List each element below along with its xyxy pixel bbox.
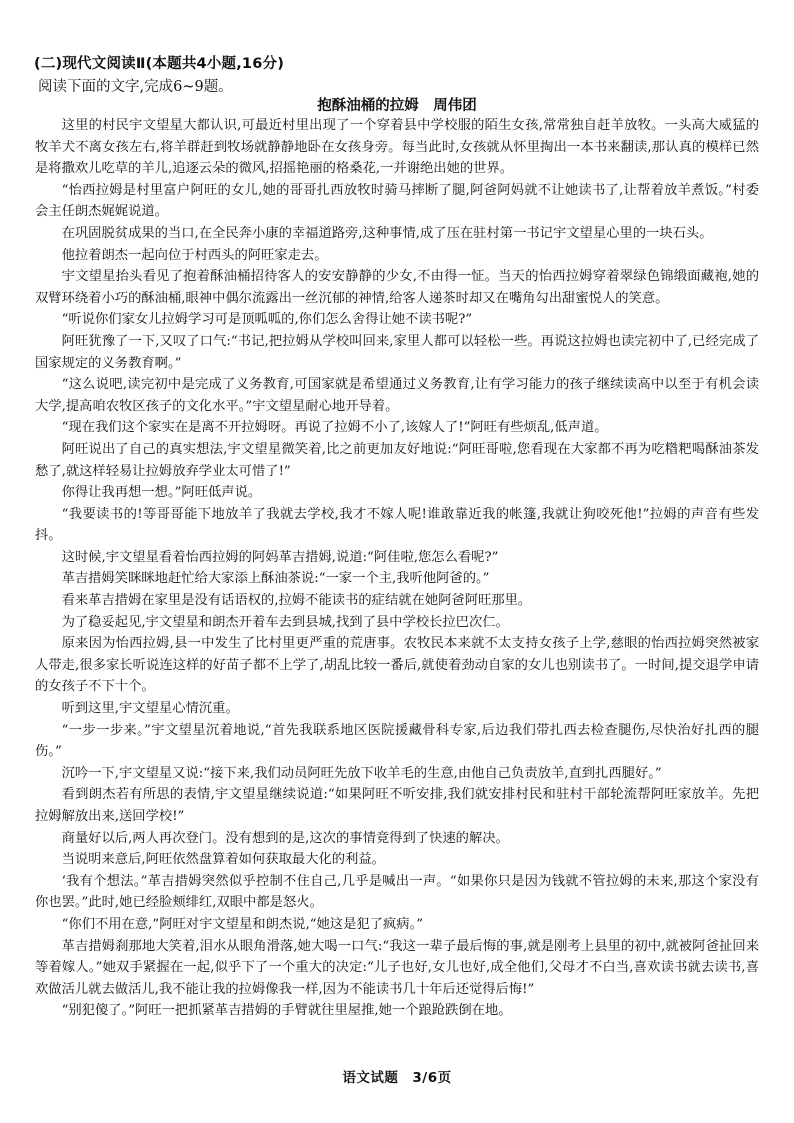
paragraph: 革吉措姆笑眯眯地赶忙给大家添上酥油茶说:“一家一个主,我听他阿爸的。” — [61, 571, 490, 587]
paragraph: 他拉着朗杰一起向位于村西头的阿旺家走去。 — [61, 247, 328, 263]
paragraph: “一步一步来。”宇文望星沉着地说,“首先我联系地区医院援藏骨科专家,后边我们带扎西去检查腿伤,尽快治好扎西的腿伤。” — [35, 722, 759, 760]
paragraph: 沉吟一下,宇文望星又说:“接下来,我们动员阿旺先放下收羊毛的生意,由他自己负责放羊,直到扎西腿好。” — [61, 765, 662, 781]
paragraph: “怡西拉姆是村里富户阿旺的女儿,她的哥哥扎西放牧时骑马摔断了腿,阿爸阿妈就不让她读书了,让帮着放羊煮饭。”村委会主任朗杰娓娓说道。 — [35, 182, 759, 220]
paragraph: 这时候,宇文望星看着怡西拉姆的阿妈革吉措姆,说道:“阿佳啦,您怎么看呢?” — [61, 549, 499, 565]
paragraph: 阿旺说出了自己的真实想法,宇文望星微笑着,比之前更加友好地说:“阿旺哥啦,您看现在大家都不再为吃糌粑喝酥油茶发愁了,就这样轻易让拉姆放弃学业太可惜了!” — [35, 441, 759, 479]
paragraph: 商量好以后,两人再次登门。没有想到的是,这次的事情竟得到了快速的解决。 — [61, 830, 509, 846]
paragraph: 原来因为怡西拉姆,县一中发生了比村里更严重的荒唐事。农牧民本来就不太支持女孩子上学,慈眼的怡西拉姆突然被家人带走,很多家长听说连这样的好苗子都不上学了,胡乱比较一番后,就使着劲动自家的女儿也别读书了。一时间,提交退学申请的女孩子不下十个。 — [35, 636, 759, 695]
paragraph: “你们不用在意,”阿旺对宇文望星和朗杰说,“她这是犯了疯病。” — [61, 916, 424, 932]
paragraph: 你得让我再想一想。”阿旺低声说。 — [61, 485, 262, 501]
paragraph: 听到这里,宇文望星心情沉重。 — [61, 701, 239, 717]
paragraph: “现在我们这个家实在是离不开拉姆呀。再说了拉姆不小了,该嫁人了!”阿旺有些烦乱,低声道。 — [61, 420, 608, 436]
paragraph: 这里的村民宇文望星大都认识,可最近村里出现了一个穿着县中学校服的陌生女孩,常常独自赶羊放牧。一头高大威猛的牧羊犬不离女孩左右,将羊群赶到牧场就静静地卧在女孩身旁。每当此时,女孩就从怀里掏出一本书来翻读,那认真的模样已然是将撒欢儿吃草的羊儿,追逐云朵的微风,招摇艳丽的格桑花,一并谢绝出她的世界。 — [35, 118, 759, 177]
paragraph: “别犯傻了。”阿旺一把抓紧革吉措姆的手臂就往里屋推,她一个踉跄跌倒在地。 — [61, 1003, 512, 1019]
paragraph: 阿旺犹豫了一下,又叹了口气:“书记,把拉姆从学校叫回来,家里人都可以轻松一些。再说这拉姆也读完初中了,已经完成了国家规定的义务教育啊。” — [35, 333, 759, 371]
paragraph: “听说你们家女儿拉姆学习可是顶呱呱的,你们怎么舍得让她不读书呢?” — [61, 312, 473, 328]
paragraph: 看到朗杰若有所思的表情,宇文望星继续说道:“如果阿旺不听安排,我们就安排村民和驻村干部轮流帮阿旺家放羊。先把拉姆解放出来,送回学校!” — [35, 787, 759, 824]
article-title: 抱酥油桶的拉姆 周伟团 — [317, 98, 477, 114]
paragraph: 革吉措姆刹那地大笑着,泪水从眼角滑落,她大喝一口气:“我这一辈子最后悔的事,就是刚考上县里的初中,就被阿爸扯回来等着嫁人。”她双手紧握在一起,似乎下了一个重大的决定:“儿子也好,女儿也好,成全他们,父母才不白当,喜欢读书就去读书,喜欢做活儿就去做活儿,我不能让我的拉姆像我一样,因为不能读书几十年后还觉得后悔!” — [35, 938, 759, 997]
paragraph: 宇文望星抬头看见了抱着酥油桶招待客人的安安静静的少女,不由得一怔。当天的怡西拉姆穿着翠绿色锦缎面藏袍,她的双臂环绕着小巧的酥油桶,眼神中偶尔流露出一丝沉郁的神情,给客人递茶时却又在嘴角勾出甜蜜悦人的笑意。 — [35, 269, 759, 306]
article-body — [35, 115, 759, 1022]
section-heading: (二)现代文阅读Ⅱ(本题共4小题,16分) — [34, 56, 285, 72]
paragraph: ‘我有个想法。”革吉措姆突然似乎控制不住自己,几乎是喊出一声。“如果你只是因为钱就不管拉姆的未来,那这个家没有你也罢。”此时,她已经脸颊绯红,双眼中都是怒火。 — [35, 873, 759, 911]
paragraph: 看来革吉措姆在家里是没有话语权的,拉姆不能读书的症结就在她阿爸阿旺那里。 — [61, 593, 532, 609]
paragraph: “我要读书的!等哥哥能下地放羊了我就去学校,我才不嫁人呢!谁敢靠近我的帐篷,我就让狗咬死他!”拉姆的声音有些发抖。 — [35, 506, 759, 544]
paragraph: 为了稳妥起见,宇文望星和朗杰开着车去到县城,找到了县中学校长拉巴次仁。 — [61, 614, 509, 630]
paragraph: “这么说吧,读完初中是完成了义务教育,可国家就是希望通过义务教育,让有学习能力的孩子继续读高中以至于有机会读大学,提高咱农牧区孩子的文化水平。”宇文望星耐心地开导着。 — [35, 377, 759, 414]
page-footer: 语文试题 3/6页 — [342, 1070, 452, 1086]
paragraph: 当说明来意后,阿旺依然盘算着如何获取最大化的利益。 — [61, 852, 385, 868]
reading-instruction: 阅读下面的文字,完成6~9题。 — [38, 79, 233, 95]
paragraph: 在巩固脱贫成果的当口,在全民奔小康的幸福道路旁,这种事情,成了压在驻村第一书记宇文望星心里的一块石头。 — [61, 225, 713, 241]
